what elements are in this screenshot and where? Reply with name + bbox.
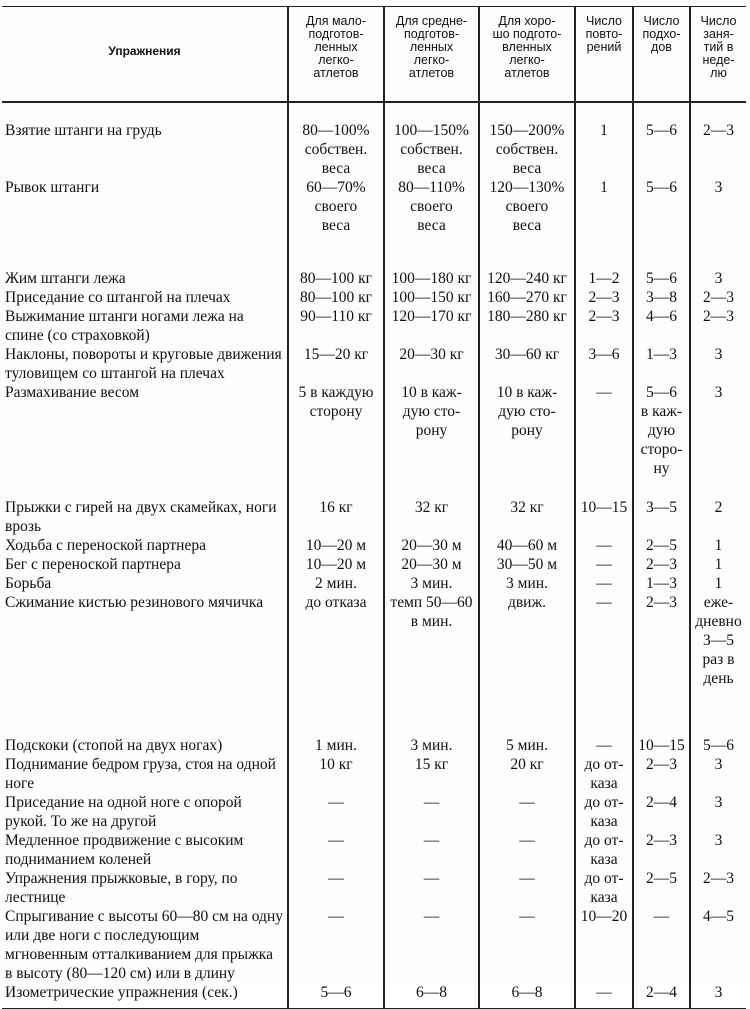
table-row: [2, 696, 746, 755]
table-row: [2, 869, 746, 907]
exercise-name-cell: Размахивание весом: [5, 384, 140, 401]
high-trained-cell: 160—270 кг: [479, 288, 575, 307]
exercise-name-cell: Бег с переноской партнера: [5, 556, 181, 573]
low-trained-cell: 60—70% своего веса: [288, 178, 384, 235]
reps-cell: 10—15: [575, 484, 633, 536]
header-low-trained: Для мало- подготов- ленных легко- атлетов: [288, 7, 384, 103]
sets-cell: 2—4: [633, 983, 690, 1009]
low-trained-cell: 10—20 м: [288, 536, 384, 555]
header-high-trained: Для хоро- шо подгото- вленных легко- атлетов: [479, 7, 575, 103]
exercise-name-cell: Наклоны, повороты и круговые движения туловищем со штангой на плечах: [5, 346, 282, 382]
sets-cell: 4—6: [633, 307, 690, 345]
table-row: [2, 593, 746, 696]
sessions-cell: 5—6: [690, 696, 746, 755]
exercise-name-cell: Поднимание бедром груза, стоя на одной ноге: [5, 756, 276, 792]
low-trained-cell: 15—20 кг: [288, 345, 384, 383]
sessions-cell: 3: [690, 983, 746, 1009]
exercise-name-cell: Медленное продвижение с высоким подниманием коленей: [5, 832, 244, 868]
table-header: [2, 7, 746, 103]
sets-cell: 5—6: [633, 178, 690, 235]
sets-cell: 10—15: [633, 696, 690, 755]
mid-trained-cell: 100—150% собствен. веса: [384, 102, 479, 178]
table-row: [2, 484, 746, 536]
low-trained-cell: 16 кг: [288, 484, 384, 536]
sets-cell: 1—3: [633, 574, 690, 593]
sessions-cell: 1: [690, 555, 746, 574]
sets-cell: 2—3: [633, 593, 690, 696]
sets-cell: 3—8: [633, 288, 690, 307]
exercise-name-cell: Подскоки (стопой на двух ногах): [5, 737, 223, 754]
table-row: [2, 831, 746, 869]
high-trained-cell: 6—8: [479, 983, 575, 1009]
reps-cell: до от- каза: [575, 869, 633, 907]
header-mid-trained: Для средне- подготов- ленных легко- атлетов: [384, 7, 479, 103]
mid-trained-cell: 80—110% своего веса: [384, 178, 479, 235]
sets-cell: 2—3: [633, 755, 690, 793]
sessions-cell: 3: [690, 235, 746, 288]
mid-trained-cell: —: [384, 907, 479, 983]
sets-cell: 2—3: [633, 831, 690, 869]
sets-cell: —: [633, 907, 690, 983]
low-trained-cell: 80—100% собствен. веса: [288, 102, 384, 178]
low-trained-cell: 2 мин.: [288, 574, 384, 593]
mid-trained-cell: 120—170 кг: [384, 307, 479, 345]
sets-cell: 5—6 в каж- дую сторо- ну: [633, 383, 690, 484]
sessions-cell: 4—5: [690, 907, 746, 983]
table-row: [2, 755, 746, 793]
table-row: [2, 574, 746, 593]
low-trained-cell: 80—100 кг: [288, 288, 384, 307]
exercise-name-cell: Выжимание штанги ногами лежа на спине (со страховкой): [5, 308, 244, 344]
sets-cell: 5—6: [633, 235, 690, 288]
header-exercise: Упражнения: [2, 7, 288, 103]
exercise-table: [2, 6, 746, 1009]
reps-cell: —: [575, 574, 633, 593]
high-trained-cell: —: [479, 793, 575, 831]
table-row: [2, 907, 746, 983]
table-row: [2, 345, 746, 383]
exercise-name-cell: Спрыгивание с высоты 60—80 см на одну или две ноги с последующим мгновенным отталкиванием для прыжка в высоту (80—120 см) или в длину: [5, 908, 283, 982]
sets-cell: 1—3: [633, 345, 690, 383]
reps-cell: —: [575, 593, 633, 696]
sessions-cell: 2—3: [690, 288, 746, 307]
high-trained-cell: 30—50 м: [479, 555, 575, 574]
table-row: [2, 307, 746, 345]
sets-cell: 2—5: [633, 536, 690, 555]
exercise-name-cell: Ходьба с переноской партнера: [5, 537, 206, 554]
mid-trained-cell: —: [384, 793, 479, 831]
sets-cell: 2—5: [633, 869, 690, 907]
high-trained-cell: 150—200% собствен. веса: [479, 102, 575, 178]
low-trained-cell: 10 кг: [288, 755, 384, 793]
exercise-name-cell: Взятие штанги на грудь: [5, 122, 162, 139]
exercise-name-cell: Жим штанги лежа: [5, 270, 126, 287]
exercise-name-cell: Приседание на одной ноге с опорой рукой. То же на другой: [5, 794, 242, 830]
reps-cell: 2—3: [575, 288, 633, 307]
sessions-cell: 3: [690, 755, 746, 793]
high-trained-cell: 40—60 м: [479, 536, 575, 555]
high-trained-cell: —: [479, 831, 575, 869]
table-row: [2, 288, 746, 307]
mid-trained-cell: 20—30 кг: [384, 345, 479, 383]
reps-cell: до от- каза: [575, 831, 633, 869]
exercise-name-cell: Сжимание кистью резинового мячичка: [5, 594, 264, 611]
high-trained-cell: движ.: [479, 593, 575, 696]
sessions-cell: 3: [690, 383, 746, 484]
low-trained-cell: —: [288, 793, 384, 831]
sessions-cell: 3: [690, 345, 746, 383]
header-reps: Число повто- рений: [575, 7, 633, 103]
exercise-name-cell: Борьба: [5, 575, 52, 592]
sessions-cell: 2—3: [690, 307, 746, 345]
header-sets: Число подхо- дов: [633, 7, 690, 103]
mid-trained-cell: 3 мин.: [384, 696, 479, 755]
exercise-name-cell: Рывок штанги: [5, 179, 100, 196]
low-trained-cell: 5 в каждую сторону: [288, 383, 384, 484]
reps-cell: —: [575, 555, 633, 574]
high-trained-cell: 32 кг: [479, 484, 575, 536]
sessions-cell: еже- дневно 3—5 раз в день: [690, 593, 746, 696]
sessions-cell: 1: [690, 574, 746, 593]
low-trained-cell: 5—6: [288, 983, 384, 1009]
mid-trained-cell: 32 кг: [384, 484, 479, 536]
reps-cell: 3—6: [575, 345, 633, 383]
sets-cell: 2—3: [633, 555, 690, 574]
table-row: [2, 983, 746, 1009]
reps-cell: —: [575, 696, 633, 755]
mid-trained-cell: 15 кг: [384, 755, 479, 793]
high-trained-cell: 20 кг: [479, 755, 575, 793]
table-row: [2, 536, 746, 555]
reps-cell: —: [575, 383, 633, 484]
sets-cell: 3—5: [633, 484, 690, 536]
sets-cell: 5—6: [633, 102, 690, 178]
sessions-cell: 2: [690, 484, 746, 536]
table-row: [2, 235, 746, 288]
table-row: [2, 555, 746, 574]
mid-trained-cell: темп 50—60 в мин.: [384, 593, 479, 696]
reps-cell: —: [575, 983, 633, 1009]
reps-cell: 10—20: [575, 907, 633, 983]
mid-trained-cell: 3 мин.: [384, 574, 479, 593]
high-trained-cell: 120—240 кг: [479, 235, 575, 288]
exercise-name-cell: Упражнения прыжковые, в гору, по лестнице: [5, 870, 238, 906]
header-sessions: Число заня- тий в неде- лю: [690, 7, 746, 103]
sessions-cell: 2—3: [690, 869, 746, 907]
high-trained-cell: 30—60 кг: [479, 345, 575, 383]
reps-cell: 1: [575, 178, 633, 235]
sessions-cell: 3: [690, 178, 746, 235]
table-row: [2, 178, 746, 235]
reps-cell: до от- каза: [575, 793, 633, 831]
mid-trained-cell: 6—8: [384, 983, 479, 1009]
reps-cell: 1: [575, 102, 633, 178]
high-trained-cell: 5 мин.: [479, 696, 575, 755]
low-trained-cell: 1 мин.: [288, 696, 384, 755]
high-trained-cell: 3 мин.: [479, 574, 575, 593]
exercise-name-cell: Изометрические упражнения (сек.): [2, 983, 288, 1009]
low-trained-cell: —: [288, 907, 384, 983]
table-row: [2, 793, 746, 831]
mid-trained-cell: 100—180 кг: [384, 235, 479, 288]
sessions-cell: 3: [690, 831, 746, 869]
high-trained-cell: —: [479, 869, 575, 907]
low-trained-cell: 90—110 кг: [288, 307, 384, 345]
sessions-cell: 1: [690, 536, 746, 555]
mid-trained-cell: —: [384, 869, 479, 907]
low-trained-cell: 80—100 кг: [288, 235, 384, 288]
exercise-name-cell: Приседание со штангой на плечах: [5, 289, 231, 306]
low-trained-cell: —: [288, 869, 384, 907]
sessions-cell: 3: [690, 793, 746, 831]
sets-cell: 2—4: [633, 793, 690, 831]
reps-cell: —: [575, 536, 633, 555]
mid-trained-cell: 20—30 м: [384, 555, 479, 574]
high-trained-cell: —: [479, 907, 575, 983]
sessions-cell: 2—3: [690, 102, 746, 178]
reps-cell: до от- каза: [575, 755, 633, 793]
high-trained-cell: 180—280 кг: [479, 307, 575, 345]
low-trained-cell: 10—20 м: [288, 555, 384, 574]
high-trained-cell: 10 в каж- дую сто- рону: [479, 383, 575, 484]
table-row: [2, 383, 746, 484]
mid-trained-cell: 100—150 кг: [384, 288, 479, 307]
mid-trained-cell: 10 в каж- дую сто- рону: [384, 383, 479, 484]
table-row: [2, 102, 746, 178]
table-body: [2, 102, 746, 1009]
high-trained-cell: 120—130% своего веса: [479, 178, 575, 235]
mid-trained-cell: 20—30 м: [384, 536, 479, 555]
mid-trained-cell: —: [384, 831, 479, 869]
reps-cell: 2—3: [575, 307, 633, 345]
reps-cell: 1—2: [575, 235, 633, 288]
low-trained-cell: —: [288, 831, 384, 869]
exercise-name-cell: Прыжки с гирей на двух скамейках, ноги врозь: [5, 499, 277, 535]
low-trained-cell: до отказа: [288, 593, 384, 696]
